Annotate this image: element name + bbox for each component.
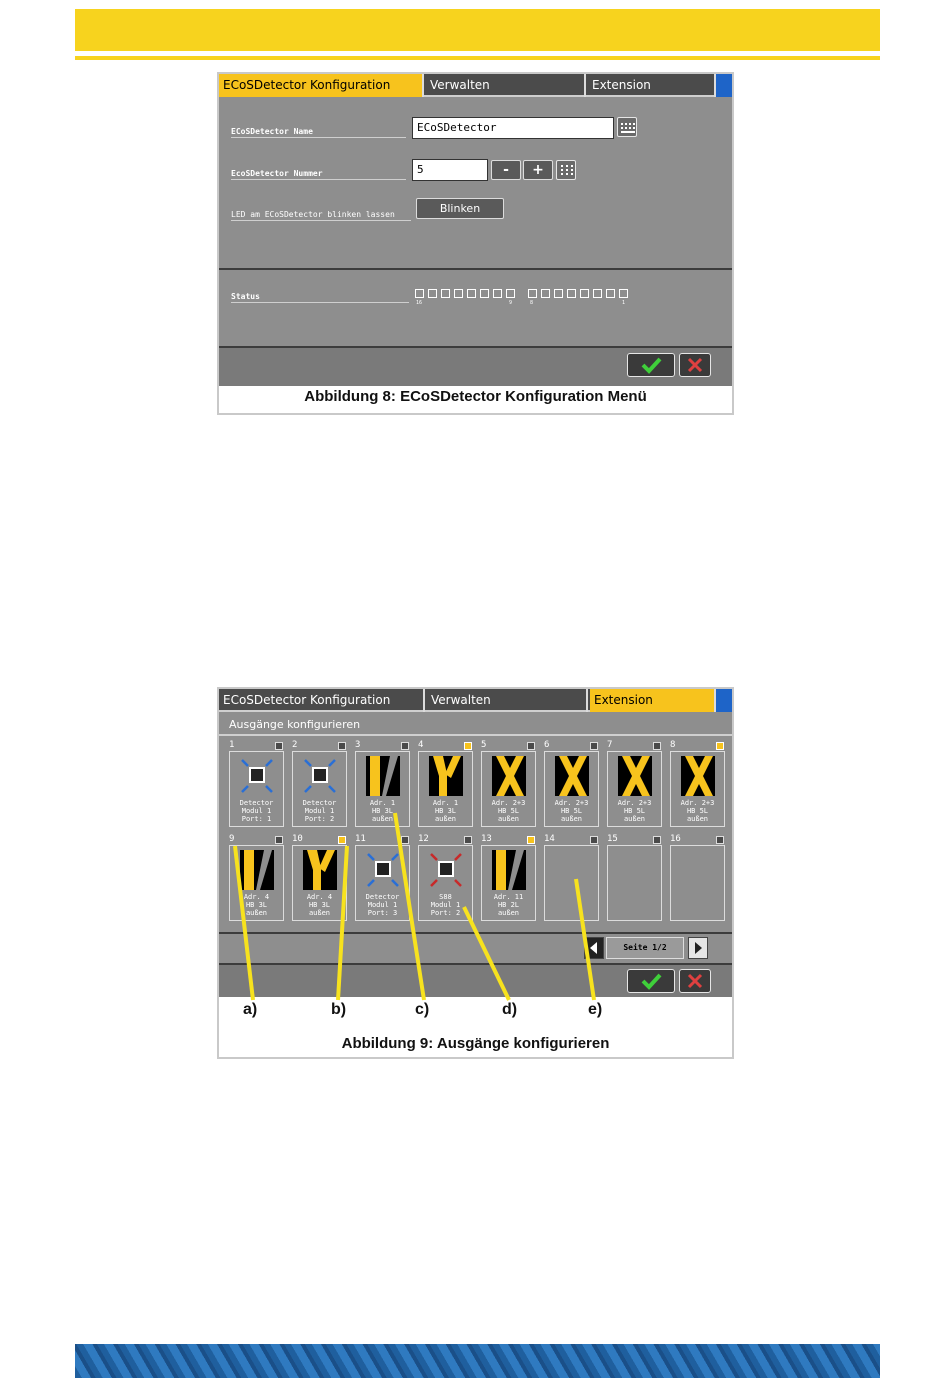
name-label: ECoSDetector Name [231,127,406,138]
tile-text-line: Port: 2 [304,815,335,823]
confirm-button[interactable] [627,353,675,377]
tile-text-line: Adr. 4 [306,893,333,901]
tile-text-line: Adr. 2+3 [491,799,526,807]
tab-extension[interactable]: Extension [588,74,716,97]
status-led [493,289,502,298]
status-led [441,289,450,298]
tile-number: 11 [355,834,366,844]
figure-9 [217,687,734,1059]
status-led [554,289,563,298]
header-rule [75,56,880,60]
status-number: 8 [530,300,534,306]
tile-text-line: HB 3L [245,901,268,909]
tile-text-line: außen [623,815,646,823]
annotation-line-d [464,907,509,1000]
tile-text-line: HB 3L [308,901,331,909]
tile-text-line: außen [308,909,331,917]
tile-text-line: Adr. 1 [432,799,459,807]
tile-text-line: außen [497,909,520,917]
tile-text-line: Modul 1 [304,807,335,815]
status-led [580,289,589,298]
tile-number: 8 [670,740,676,750]
decrement-button[interactable]: - [491,160,521,180]
tile-text-line: Adr. 2+3 [554,799,589,807]
page-indicator: Seite 1/2 [606,937,684,959]
tile-text-line: Modul 1 [241,807,272,815]
annotation-line-a [235,846,253,1000]
tile-number: 6 [544,740,550,750]
status-led [480,289,489,298]
tile-text-line: Adr. 4 [243,893,270,901]
annotation-line-e [576,879,594,1000]
config-screen [219,74,732,386]
tile-number: 7 [607,740,613,750]
tile-number: 14 [544,834,555,844]
status-led [567,289,576,298]
header-band [75,9,880,51]
tile-number: 15 [607,834,618,844]
increment-button[interactable]: + [523,160,553,180]
annotation-lines [219,689,732,1029]
tile-text-line: HB 5L [686,807,709,815]
annotation-d: d) [502,1001,518,1018]
tab-ecosdetector-konfiguration[interactable]: ECoSDetector Konfiguration [219,74,424,97]
tile-text-line: außen [434,815,457,823]
annotation-line-b [338,846,347,1000]
tile-text-line: HB 2L [497,901,520,909]
footer-band [75,1344,880,1378]
status-label: Status [231,292,409,303]
led-label: LED am ECoSDetector blinken lassen [231,210,411,221]
tile-number: 16 [670,834,681,844]
status-led [541,289,550,298]
action-bar [219,346,732,386]
annotation-line-c [395,813,424,1000]
tile-text-line: Modul 1 [430,901,461,909]
tile-text-line: außen [497,815,520,823]
figure-caption: Abbildung 9: Ausgänge konfigurieren [341,1035,610,1052]
name-field[interactable]: ECoSDetector [412,117,614,139]
tile-number: 4 [418,740,424,750]
tile-number: 13 [481,834,492,844]
numpad-icon[interactable] [556,160,576,180]
tile-number: 2 [292,740,298,750]
tile-text-line: Detector [239,799,274,807]
tile-text-line: Adr. 1 [369,799,396,807]
status-led [593,289,602,298]
status-led [619,289,628,298]
status-number: 9 [509,300,513,306]
close-icon [680,354,710,376]
keyboard-icon[interactable] [617,117,637,137]
tab-verwalten[interactable]: Verwalten [426,74,586,97]
figure-8 [217,72,734,415]
divider [219,268,732,270]
tile-text-line: HB 5L [623,807,646,815]
tile-text-line: S88 [439,893,452,901]
tile-text-line: Port: 2 [430,909,461,917]
tab-ecosdetector-konfiguration[interactable]: ECoSDetector Konfiguration [219,689,425,712]
status-led [467,289,476,298]
tile-number: 10 [292,834,303,844]
annotation-a: a) [243,1001,258,1018]
annotation-b: b) [331,1001,347,1018]
tile-text-line: Port: 3 [367,909,398,917]
status-led [506,289,515,298]
tile-text-line: Port: 1 [241,815,272,823]
tile-text-line: Detector [365,893,400,901]
status-number: 16 [416,300,423,306]
status-led [528,289,537,298]
tab-extension[interactable]: Extension [590,689,716,712]
tile-text-line: Adr. 11 [493,893,524,901]
tile-number: 5 [481,740,487,750]
tile-text-line: HB 5L [497,807,520,815]
tile-text-line: HB 3L [434,807,457,815]
annotation-c: c) [415,1001,430,1018]
blink-button[interactable]: Blinken [416,198,504,219]
tile-text-line: HB 3L [371,807,394,815]
tile-text-line: Modul 1 [367,901,398,909]
tab-bar [219,74,732,97]
check-icon [628,354,674,376]
status-led [606,289,615,298]
cancel-button[interactable] [679,353,711,377]
tile-text-line: außen [245,909,268,917]
annotation-e: e) [588,1001,603,1018]
tile-number: 12 [418,834,429,844]
number-field[interactable]: 5 [412,159,488,181]
tile-text-line: außen [371,815,394,823]
status-number: 1 [622,300,626,306]
tile-text-line: außen [686,815,709,823]
tile-text-line: HB 5L [560,807,583,815]
number-label: EcoSDetector Nummer [231,169,406,180]
tile-text-line: Adr. 2+3 [680,799,715,807]
tile-text-line: Adr. 2+3 [617,799,652,807]
tile-text-line: außen [560,815,583,823]
status-led [454,289,463,298]
tile-number: 1 [229,740,235,750]
tab-scroll-marker [716,74,732,97]
tile-number: 3 [355,740,361,750]
tile-text-line: Detector [302,799,337,807]
status-led [428,289,437,298]
tab-verwalten[interactable]: Verwalten [427,689,588,712]
figure-caption: Abbildung 8: ECoSDetector Konfiguration Menü [304,388,647,405]
status-led [415,289,424,298]
tile-number: 9 [229,834,235,844]
section-title: Ausgänge konfigurieren [219,716,732,736]
